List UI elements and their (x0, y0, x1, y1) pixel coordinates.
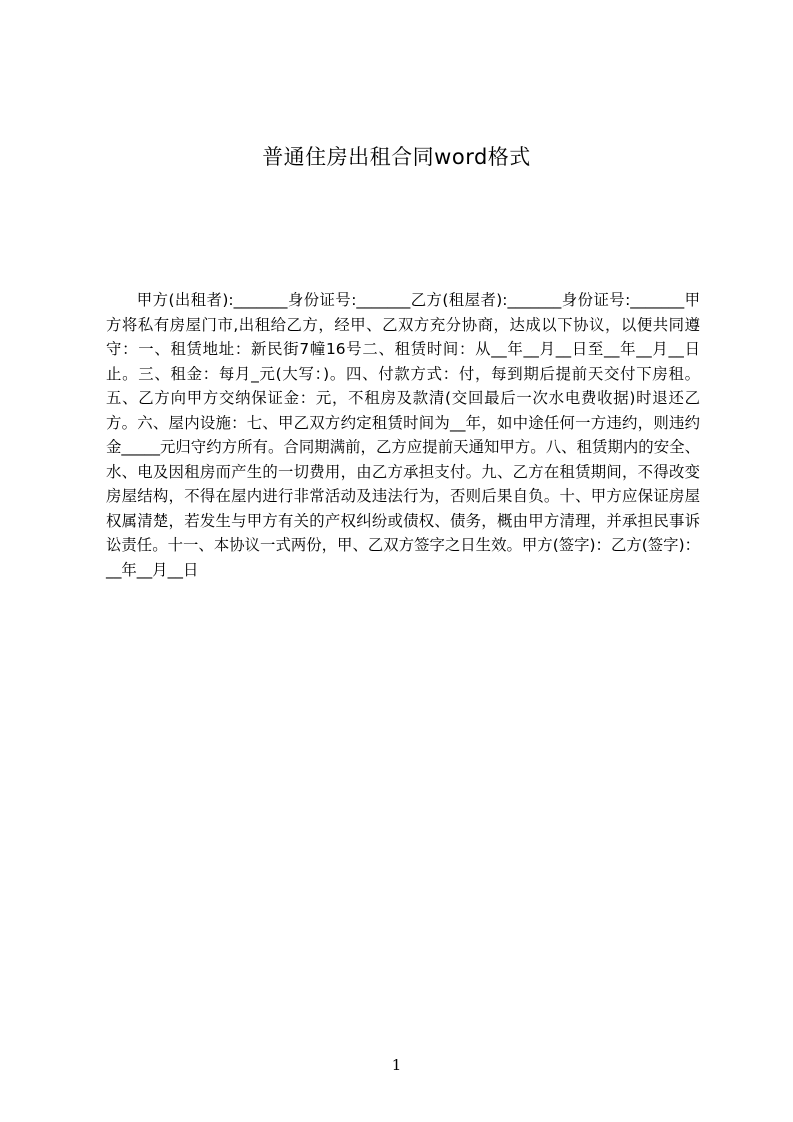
page-number: 1 (391, 1056, 402, 1074)
contract-body-text: 甲方(出租者):_______身份证号:_______乙方(租屋者):_______身份证号:_______甲方将私有房屋门市,出租给乙方，经甲、乙双方充分协商，达成以下协议，以便共同遵守：一、租赁地址：新民街7幢16号二、租赁时间：从__年__月__日至__年__月__日止。三、租金：每月_元(大写：)。四、付款方式：付，每到期后提前天交付下房租。五、乙方向甲方交纳保证金：元，不租房及款清(交回最后一次水电费收据)时退还乙方。六、屋内设施：七、甲乙双方约定租赁时间为__年，如中途任何一方违约，则违约金_____元归守约方所有。合同期满前，乙方应提前天通知甲方。八、租赁期内的安全、水、电及因租房而产生的一切费用，由乙方承担支付。九、乙方在租赁期间，不得改变房屋结构，不得在屋内进行非常活动及违法行为，否则后果自负。十、甲方应保证房屋权属清楚，若发生与甲方有关的产权纠纷或债权、债务，概由甲方清理，并承担民事诉讼责任。十一、本协议一式两份，甲、乙双方签字之日生效。甲方(签字)：乙方(签字)：__年__月__日 (106, 291, 700, 579)
document-title: 普通住房出租合同word格式 (262, 145, 531, 169)
